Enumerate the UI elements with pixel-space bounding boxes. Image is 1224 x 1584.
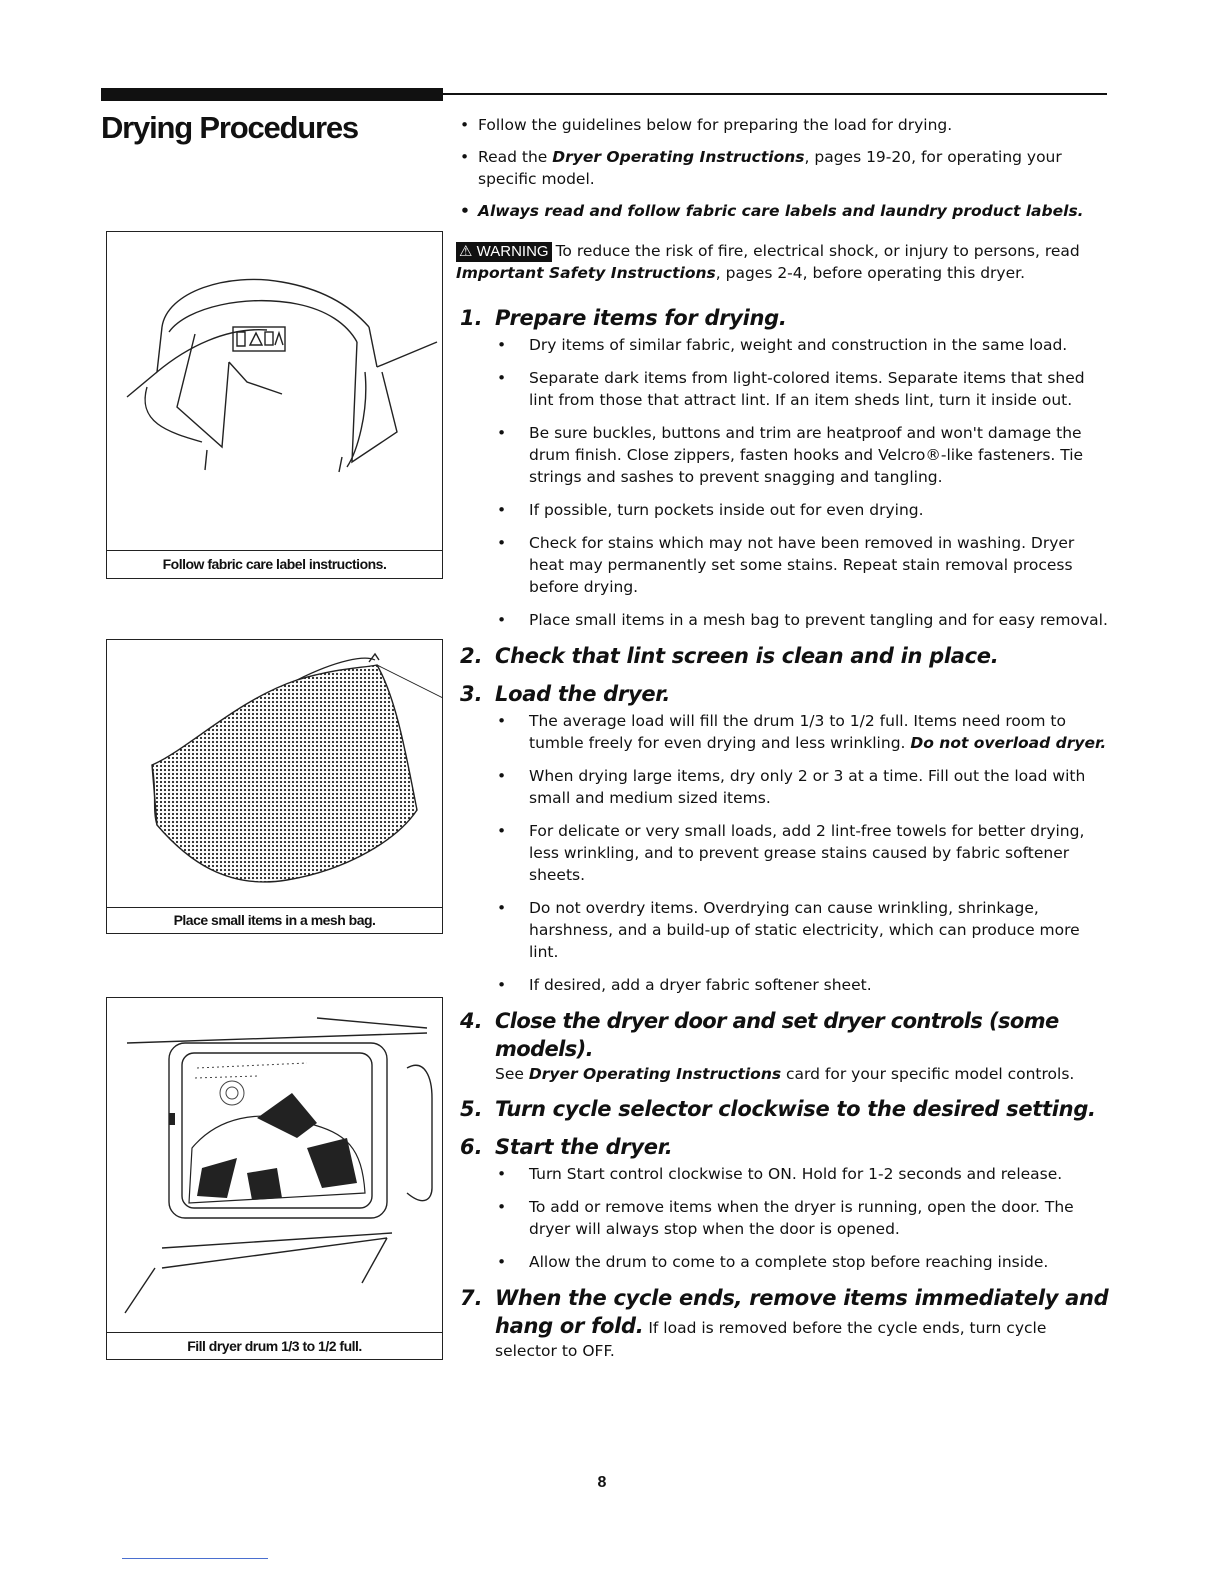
step-title: Start the dryer. xyxy=(495,1135,673,1159)
step-2: 2. Check that lint screen is clean and in place. xyxy=(456,642,1112,670)
list-item: • When drying large items, dry only 2 or 3 at a time. Fill out the load with small and medium sized items. xyxy=(495,765,1112,809)
intro-bullet-emphasis: • Always read and follow fabric care labels and laundry product labels. xyxy=(460,202,1084,220)
step-title: Close the dryer door and set dryer controls (some models). xyxy=(495,1009,1059,1061)
step-5: 5. Turn cycle selector clockwise to the desired setting. xyxy=(456,1095,1112,1123)
step-text xyxy=(495,1284,1112,1362)
list-item: • Place small items in a mesh bag to prevent tangling and for easy removal. xyxy=(495,609,1112,631)
header-rule-thin xyxy=(443,93,1107,95)
step-note: If load is removed before the cycle ends, turn cycle selector to OFF. xyxy=(495,1319,1047,1360)
procedure-column xyxy=(456,114,1112,1362)
step-3: 3. Load the dryer. • The average load will fill the drum 1/3 to 1/2 full. Items need room to tumble freely for even drying and less wrinkling. Do not overload dryer. • When drying large items, dry only 2 or 3 at a time. Fill out the load with small and medium sized items. • For delicate or very small loads, add 2 lint-free towels for better drying, less wrinkling, and to prevent grease stains caused by fabric softener sheets. • Do not overdry items. Overdrying can cause wrinkling, shrinkage, harshness, and a build-up of static electricity, which can produce more lint. • If desired, add a dryer fabric softener sheet. xyxy=(456,680,1112,996)
step-title: Turn cycle selector clockwise to the desired setting. xyxy=(495,1097,1096,1121)
step-note: See Dryer Operating Instructions card for your specific model controls. xyxy=(495,1065,1075,1083)
step-1: 1. Prepare items for drying. • Dry items of similar fabric, weight and construction in the same load. • Separate dark items from light-colored items. Separate items that shed lint from those that attract lint. If an item sheds lint, turn it inside out. • Be sure buckles, buttons and trim are heatproof and won't damage the drum finish. Close zippers, fasten hooks and Velcro®-like fasteners. Tie strings and sashes to prevent snagging and tangling. • If possible, turn pockets inside out for even drying. • Check for stains which may not have been removed in washing. Dryer heat may permanently set some stains. Repeat stain removal process before drying. • Place small items in a mesh bag to prevent tangling and for easy removal. xyxy=(456,304,1112,631)
intro-bullet: • Follow the guidelines below for preparing the load for drying. xyxy=(460,116,953,134)
warning-badge: ⚠ WARNING xyxy=(456,242,552,262)
figure-caption: Fill dryer drum 1/3 to 1/2 full. xyxy=(107,1332,442,1359)
list-item: • The average load will fill the drum 1/3 to 1/2 full. Items need room to tumble freely for even drying and less wrinkling. Do not overload dryer. xyxy=(495,710,1112,754)
list-item: • If possible, turn pockets inside out for even drying. xyxy=(495,499,1112,521)
header-rule-thick xyxy=(101,88,443,101)
step-title: Check that lint screen is clean and in place. xyxy=(495,644,999,668)
step-title: Load the dryer. xyxy=(495,682,671,706)
step-title: When the cycle ends, remove items immediately and hang or fold. xyxy=(495,1286,1109,1338)
shirt-collar-illustration xyxy=(107,232,442,550)
warning-triangle-icon: ⚠ xyxy=(459,243,473,260)
list-item: • If desired, add a dryer fabric softener sheet. xyxy=(495,974,1112,996)
list-item: • Dry items of similar fabric, weight and construction in the same load. xyxy=(495,334,1112,356)
list-item: • Turn Start control clockwise to ON. Hold for 1-2 seconds and release. xyxy=(495,1163,1112,1185)
list-item: • Do not overdry items. Overdrying can cause wrinkling, shrinkage, harshness, and a build-up of static electricity, which can produce more lint. xyxy=(495,897,1112,963)
list-item: • Allow the drum to come to a complete stop before reaching inside. xyxy=(495,1251,1112,1273)
figure-mesh-bag xyxy=(106,639,443,934)
list-item: • Check for stains which may not have been removed in washing. Dryer heat may permanently set some stains. Repeat stain removal process before drying. xyxy=(495,532,1112,598)
list-item: • To add or remove items when the dryer is running, open the door. The dryer will always stop when the door is opened. xyxy=(495,1196,1112,1240)
step-4: 4. Close the dryer door and set dryer controls (some models). See Dryer Operating Instructions card for your specific model controls. xyxy=(456,1007,1112,1085)
figure-dryer-drum xyxy=(106,997,443,1360)
page-number: 8 xyxy=(597,1474,607,1491)
figure-care-label xyxy=(106,231,443,579)
list-item: • Separate dark items from light-colored items. Separate items that shed lint from those that attract lint. If an item sheds lint, turn it inside out. xyxy=(495,367,1112,411)
list-item: • Be sure buckles, buttons and trim are heatproof and won't damage the drum finish. Close zippers, fasten hooks and Velcro®-like fasteners. Tie strings and sashes to prevent snagging and tangling. xyxy=(495,422,1112,488)
step-7: 7. When the cycle ends, remove items immediately and hang or fold. If load is removed before the cycle ends, turn cycle selector to OFF. xyxy=(456,1284,1112,1362)
step-6: 6. Start the dryer. • Turn Start control clockwise to ON. Hold for 1-2 seconds and release. • To add or remove items when the dryer is running, open the door. The dryer will always stop when the door is opened. • Allow the drum to come to a complete stop before reaching inside. xyxy=(456,1133,1112,1273)
intro-bullet: • Read the Dryer Operating Instructions, pages 19-20, for operating your specific model. xyxy=(460,148,1062,188)
step-title: Prepare items for drying. xyxy=(495,306,787,330)
page-title: Drying Procedures xyxy=(101,110,358,145)
warning-notice: ⚠ WARNING To reduce the risk of fire, electrical shock, or injury to persons, read Important Safety Instructions, pages 2-4, before operating this dryer. xyxy=(456,242,1080,282)
figure-caption: Place small items in a mesh bag. xyxy=(107,907,442,933)
mesh-bag-illustration xyxy=(107,640,442,908)
list-item: • For delicate or very small loads, add 2 lint-free towels for better drying, less wrinkling, and to prevent grease stains caused by fabric softener sheets. xyxy=(495,820,1112,886)
footer-divider xyxy=(122,1558,268,1559)
figure-caption: Follow fabric care label instructions. xyxy=(107,550,442,578)
dryer-drum-illustration xyxy=(107,998,442,1334)
